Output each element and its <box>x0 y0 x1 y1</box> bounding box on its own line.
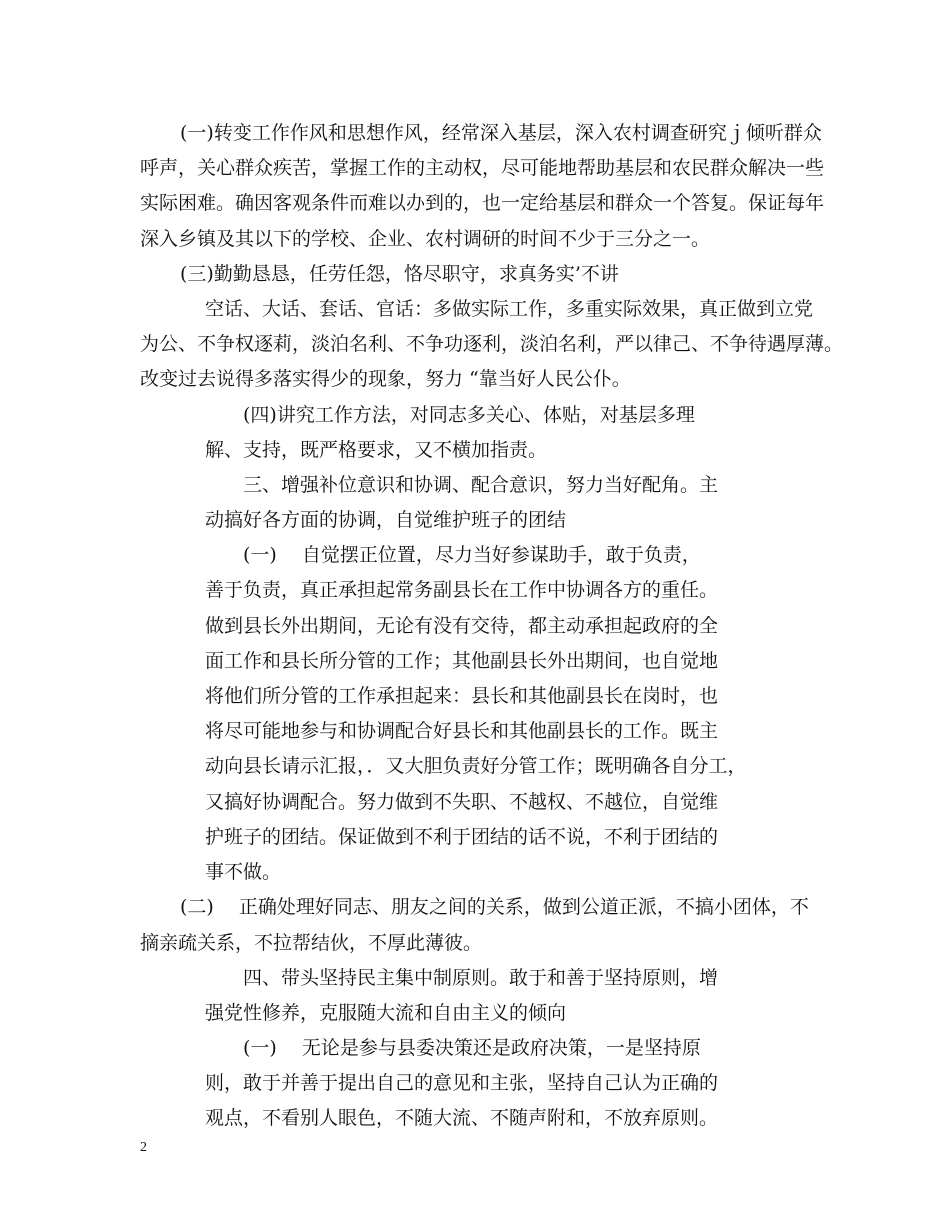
text-line: 呼声，关心群众疾苦，掌握工作的主动权，尽可能地帮助基层和农民群众解决一些 <box>140 157 825 179</box>
text-line: 动搞好各方面的协调，自觉维护班子的团结 <box>205 509 567 531</box>
text-line: 空话、大话、套话、官话：多做实际工作，多重实际效果，真正做到立党 <box>205 298 814 320</box>
text-line: 则，敢于并善于提出自己的意见和主张，坚持自己认为正确的 <box>205 1072 719 1094</box>
text-line: 善于负责，真正承担起常务副县长在工作中协调各方的重任。 <box>205 579 719 601</box>
text-line: 实际困难。确因客观条件而难以办到的，也一定给基层和群众一个答复。保证每年 <box>140 192 825 214</box>
text-line: 护班子的团结。保证做到不利于团结的话不说，不利于团结的 <box>205 826 719 848</box>
text-line: 为公、不争权逐莉，淡泊名利、不争功逐利，淡泊名利，严以律己、不争待遇厚薄。 <box>140 333 844 355</box>
text-line: (三)勤勤恳恳，任劳任怨，恪尽职守，求真务实’不讲 <box>180 263 619 285</box>
text-line: 强党性修养，克服随大流和自由主义的倾向 <box>205 1002 567 1024</box>
text-line: 四、带头坚持民主集中制原则。敢于和善于坚持原则，增 <box>243 967 719 989</box>
text-line: 事不做。 <box>205 861 282 883</box>
text-line: 动向县长请示汇报，．又大胆负责好分管工作；既明确各自分工， <box>205 755 747 777</box>
text-line: 改变过去说得多落实得少的现象，努力 “靠当好人民公仆。 <box>140 368 631 390</box>
text-line: (一) 自觉摆正位置，尽力当好参谋助手，敢于负责， <box>243 544 701 566</box>
text-line: 又搞好协调配合。努力做到不失职、不越权、不越位，自觉维 <box>205 791 719 813</box>
text-line: 三、增强补位意识和协调、配合意识，努力当好配角。主 <box>243 474 719 496</box>
text-line: (二) 正确处理好同志、朋友之间的关系，做到公道正派，不搞小团体，不 <box>180 896 809 918</box>
text-line: 做到县长外出期间，无论有没有交待，都主动承担起政府的全 <box>205 615 719 637</box>
text-line: 将他们所分管的工作承担起来：县长和其他副县长在岗时，也 <box>205 685 719 707</box>
text-line: 观点，不看别人眼色，不随大流、不随声附和，不放弃原则。 <box>205 1107 719 1129</box>
text-line: (四)讲究工作方法，对同志多关心、体贴，对基层多理 <box>243 404 695 426</box>
text-line: 解、支持，既严格要求，又不横加指责。 <box>205 439 548 461</box>
text-line: (一) 无论是参与县委决策还是政府决策，一是坚持原 <box>243 1037 701 1059</box>
page-number: 2 <box>140 1140 147 1155</box>
text-line: 面工作和县长所分管的工作；其他副县长外出期间，也自觉地 <box>205 650 719 672</box>
text-line: 摘亲疏关系，不拉帮结伙，不厚此薄彼。 <box>140 932 483 954</box>
text-line: 深入乡镇及其以下的学校、企业、农村调研的时间不少于三分之一。 <box>140 228 711 250</box>
text-line: 将尽可能地参与和协调配合好县长和其他副县长的工作。既主 <box>205 720 719 742</box>
text-line: (一)转变工作作风和思想作风，经常深入基层，深入农村调查研究ｊ倾听群众 <box>180 122 822 144</box>
